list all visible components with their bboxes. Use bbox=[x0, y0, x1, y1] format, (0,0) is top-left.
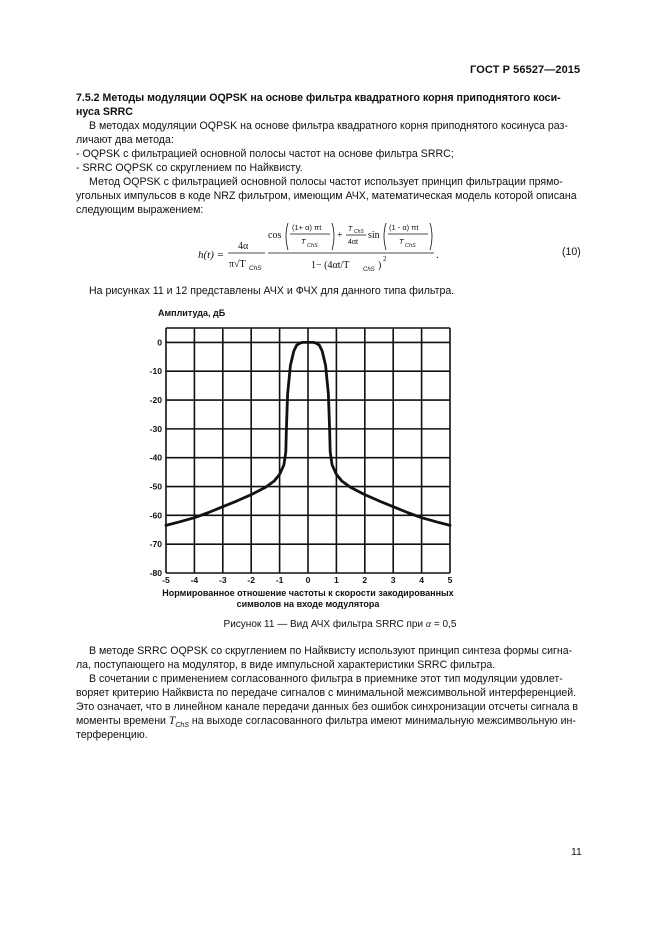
formula-paren-open-1 bbox=[286, 223, 288, 250]
equation-number: (10) bbox=[562, 246, 581, 258]
method-line-3: следующим выражением: bbox=[76, 204, 204, 216]
method-list-item-1: - OQPSK с фильтрацией основной полосы частот на основе фильтра SRRC; bbox=[76, 148, 454, 160]
y-tick-label: -50 bbox=[149, 481, 162, 492]
page-number: 11 bbox=[571, 846, 582, 858]
x-axis-label-line-2: символов на входе модулятора bbox=[236, 599, 380, 609]
x-axis-label-line-1: Нормированное отношение частоты к скорости закодированных bbox=[162, 588, 454, 598]
figure-caption bbox=[170, 619, 510, 630]
formula-sin-denominator-t: T bbox=[399, 237, 404, 246]
formula-denominator: 1− (4αt/T bbox=[311, 260, 350, 271]
x-tick-label: 5 bbox=[447, 575, 453, 585]
method-line-2: угольных импульсов в коде NRZ фильтром, имеющим АЧХ, математическая модель которой описана bbox=[76, 190, 577, 202]
formula-denominator-close: ) bbox=[378, 260, 382, 271]
section-title-line-1: 7.5.2 Методы модуляции OQPSK на основе фильтра квадратного корня приподнятого коси- bbox=[76, 92, 561, 104]
x-tick-label: 3 bbox=[390, 575, 396, 585]
x-tick-label: -4 bbox=[190, 575, 199, 585]
formula-paren-close-2 bbox=[430, 223, 432, 250]
formula-paren-open-2 bbox=[384, 223, 386, 250]
nyquist-line-1: В методе SRRC OQPSK со скруглением по Найквисту используют принцип синтеза формы сигна- bbox=[89, 645, 573, 657]
figure-caption-value: = 0,5 bbox=[433, 619, 457, 630]
x-tick-label: 2 bbox=[362, 575, 368, 585]
formula-cos: cos bbox=[268, 230, 282, 241]
formula-tfrac-subscript: ChS bbox=[354, 229, 364, 235]
formula-paren-close-1 bbox=[332, 223, 334, 250]
nyquist-line-2: ла, поступающего на модулятор, в виде импульсной характеристики SRRC фильтра. bbox=[76, 659, 496, 671]
y-tick-label: -60 bbox=[149, 510, 162, 521]
formula-denominator-subscript: ChS bbox=[363, 267, 375, 273]
formula-coef-denominator: π√T bbox=[229, 259, 246, 270]
x-tick-label: 0 bbox=[305, 575, 311, 585]
formula-coef-numerator: 4α bbox=[238, 241, 249, 252]
matched-line-3: Это означает, что в линейном канале передачи данных без ошибок синхронизации отсчеты сигнала в bbox=[76, 701, 579, 713]
matched-line-1: В сочетании с применением согласованного фильтра в приемнике этот тип модуляции удовлет- bbox=[89, 673, 563, 685]
figure-caption-alpha: α bbox=[425, 619, 432, 630]
y-tick-label: -20 bbox=[149, 395, 162, 406]
section-title-line-2: нуса SRRC bbox=[76, 106, 133, 118]
method-line-1: Метод OQPSK с фильтрацией основной полосы частот использует принцип фильтрации прямо- bbox=[89, 176, 563, 188]
x-tick-labels bbox=[162, 575, 452, 585]
y-tick-label: -80 bbox=[149, 568, 162, 578]
formula-period: . bbox=[436, 249, 439, 261]
figure-11-chart bbox=[142, 300, 472, 610]
formula-coef-subscript: ChS bbox=[249, 265, 262, 272]
document-standard-number: ГОСТ Р 56527—2015 bbox=[470, 64, 581, 76]
formula-sin-argument: (1 - α) πt bbox=[389, 223, 419, 232]
matched-line-2: воряет критерию Найквиста по передаче сигналов с минимальной межсимвольной интерференцией. bbox=[76, 687, 577, 699]
t-chs-symbol: T bbox=[168, 715, 176, 727]
matched-line-5: терференцию. bbox=[76, 729, 148, 741]
figure-caption-text: Рисунок 11 — Вид АЧХ фильтра SRRC при bbox=[223, 619, 424, 630]
chart-grid bbox=[166, 328, 450, 573]
figures-note: На рисунках 11 и 12 представлены АЧХ и ФЧХ для данного типа фильтра. bbox=[89, 285, 455, 297]
formula-plus: + bbox=[337, 230, 343, 241]
formula-tfrac-denominator: 4αt bbox=[348, 239, 358, 246]
method-list-item-2: - SRRC OQPSK со скруглением по Найквисту. bbox=[76, 162, 303, 174]
formula-cos-denominator-sub: ChS bbox=[307, 243, 318, 249]
y-axis-label: Амплитуда, дБ bbox=[158, 308, 226, 318]
matched-line-4 bbox=[76, 715, 576, 729]
x-tick-label: -1 bbox=[275, 575, 284, 585]
section-title bbox=[76, 91, 596, 119]
formula-tfrac-numerator: T bbox=[348, 226, 353, 233]
y-tick-label: -70 bbox=[149, 539, 162, 550]
x-tick-label: -3 bbox=[218, 575, 227, 585]
formula-sin: sin bbox=[368, 230, 380, 241]
y-tick-label: 0 bbox=[157, 337, 162, 348]
x-tick-label: 4 bbox=[419, 575, 424, 585]
intro-line-1: В методах модуляции OQPSK на основе фильтра квадратного корня приподнятого косинуса раз- bbox=[89, 120, 568, 132]
y-tick-label: -40 bbox=[149, 452, 162, 463]
formula-cos-argument: (1+ α) πt bbox=[292, 223, 322, 232]
intro-line-2: личают два метода: bbox=[76, 134, 174, 146]
y-tick-label: -10 bbox=[149, 366, 162, 377]
x-tick-label: 1 bbox=[334, 575, 339, 585]
x-tick-label: -5 bbox=[162, 575, 170, 585]
matched-line-4-start: моменты времени bbox=[76, 715, 166, 727]
t-chs-subscript: ChS bbox=[175, 722, 189, 730]
matched-line-4-end: на выходе согласованного фильтра имеют минимальную межсимвольную ин- bbox=[191, 715, 576, 727]
formula-srrc-impulse-response bbox=[198, 220, 618, 280]
y-tick-labels bbox=[150, 337, 163, 578]
x-tick-label: -2 bbox=[247, 575, 256, 585]
formula-denominator-square: 2 bbox=[383, 255, 387, 263]
y-tick-label: -30 bbox=[149, 423, 162, 434]
formula-cos-denominator-t: T bbox=[301, 237, 306, 246]
formula-lhs: h(t) = bbox=[198, 249, 225, 261]
formula-sin-denominator-sub: ChS bbox=[405, 243, 416, 249]
